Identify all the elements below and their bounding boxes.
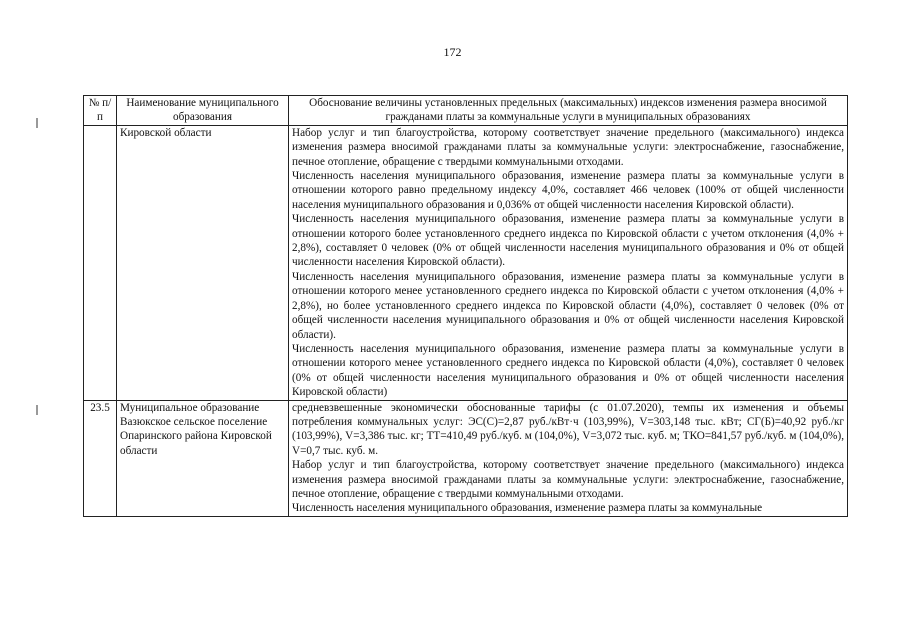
table-row	[84, 400, 848, 516]
row-justification	[289, 400, 848, 516]
margin-mark	[36, 405, 38, 415]
margin-mark	[36, 118, 38, 128]
paragraph: Численность населения муниципального образования, изменение размера платы за коммунальные услуги в отношении которого более установленного среднего индекса по Кировской области с учетом отклонения (4,0% + 2,8%), составляет 0 человек (0% от общей численности населения муниципального образования и 0% от общей численности населения Кировской области).	[292, 213, 844, 269]
paragraph: Численность населения муниципального образования, изменение размера платы за коммунальные услуги в отношении которого равно предельному индексу 4,0%, составляет 466 человек (100% от общей численности населения муниципального образования и 0,036% от общей численности населения Кировской области).	[292, 170, 844, 211]
row-justification	[289, 125, 848, 400]
row-num: 23.5	[84, 400, 117, 516]
header-justification: Обоснование величины установленных предельных (максимальных) индексов изменения размера вносимой гражданами платы за коммунальные услуги в муниципальных образованиях	[289, 96, 848, 126]
paragraph: средневзвешенные экономически обоснованные тарифы (с 01.07.2020), темпы их изменения и объемы потребления коммунальных услуг: ЭС(С)=2,87 руб./кВт·ч (103,99%), V=303,148 тыс. кВт; СГ(Б)=40,92 руб./кг (103,99%), V=3,386 тыс. кг; ТТ=410,49 руб./куб. м (104,0%), V=3,072 тыс. куб. м; ТКО=841,57 руб./куб. м (104,0%), V=0,7 тыс. куб. м.	[292, 401, 844, 457]
row-name: Муниципальное образование Вазюкское сельское поселение Опаринского района Кировской области	[117, 400, 289, 516]
table-row	[84, 125, 848, 400]
paragraph: Численность населения муниципального образования, изменение размера платы за коммунальные услуги в отношении которого менее установленного среднего индекса по Кировской области (4,0%), составляет 0 человек (0% от общей численности населения муниципального образования и 0% от общей численности населения Кировской области)	[292, 342, 844, 399]
row-num	[84, 125, 117, 400]
header-name: Наименование муниципального образования	[117, 96, 289, 126]
paragraph: Набор услуг и тип благоустройства, которому соответствует значение предельного (максимального) индекса изменения размера вносимой гражданами платы за коммунальные услуги: электроснабжение, газоснабжение, печное отопление, обращение с твердыми коммунальными отходами.	[292, 126, 844, 168]
paragraph: Численность населения муниципального образования, изменение размера платы за коммунальные	[292, 502, 763, 515]
table-header-row	[84, 96, 848, 126]
header-num: № п/п	[84, 96, 117, 126]
page-number: 172	[443, 45, 462, 59]
justification-table	[83, 95, 848, 517]
paragraph: Численность населения муниципального образования, изменение размера платы за коммунальные услуги в отношении которого менее установленного среднего индекса по Кировской области с учетом отклонения (4,0% + 2,8%), но более установленного среднего индекса по Кировской области (4,0%), составляет 0 человек (0% от общей численности населения муниципального образования и 0% от общей численности населения Кировской области).	[292, 270, 844, 341]
row-name: Кировской области	[117, 125, 289, 400]
paragraph: Набор услуг и тип благоустройства, которому соответствует значение предельного (максимального) индекса изменения размера вносимой гражданами платы за коммунальные услуги: электроснабжение, газоснабжение, печное отопление, обращение с твердыми коммунальными отходами.	[292, 459, 844, 500]
